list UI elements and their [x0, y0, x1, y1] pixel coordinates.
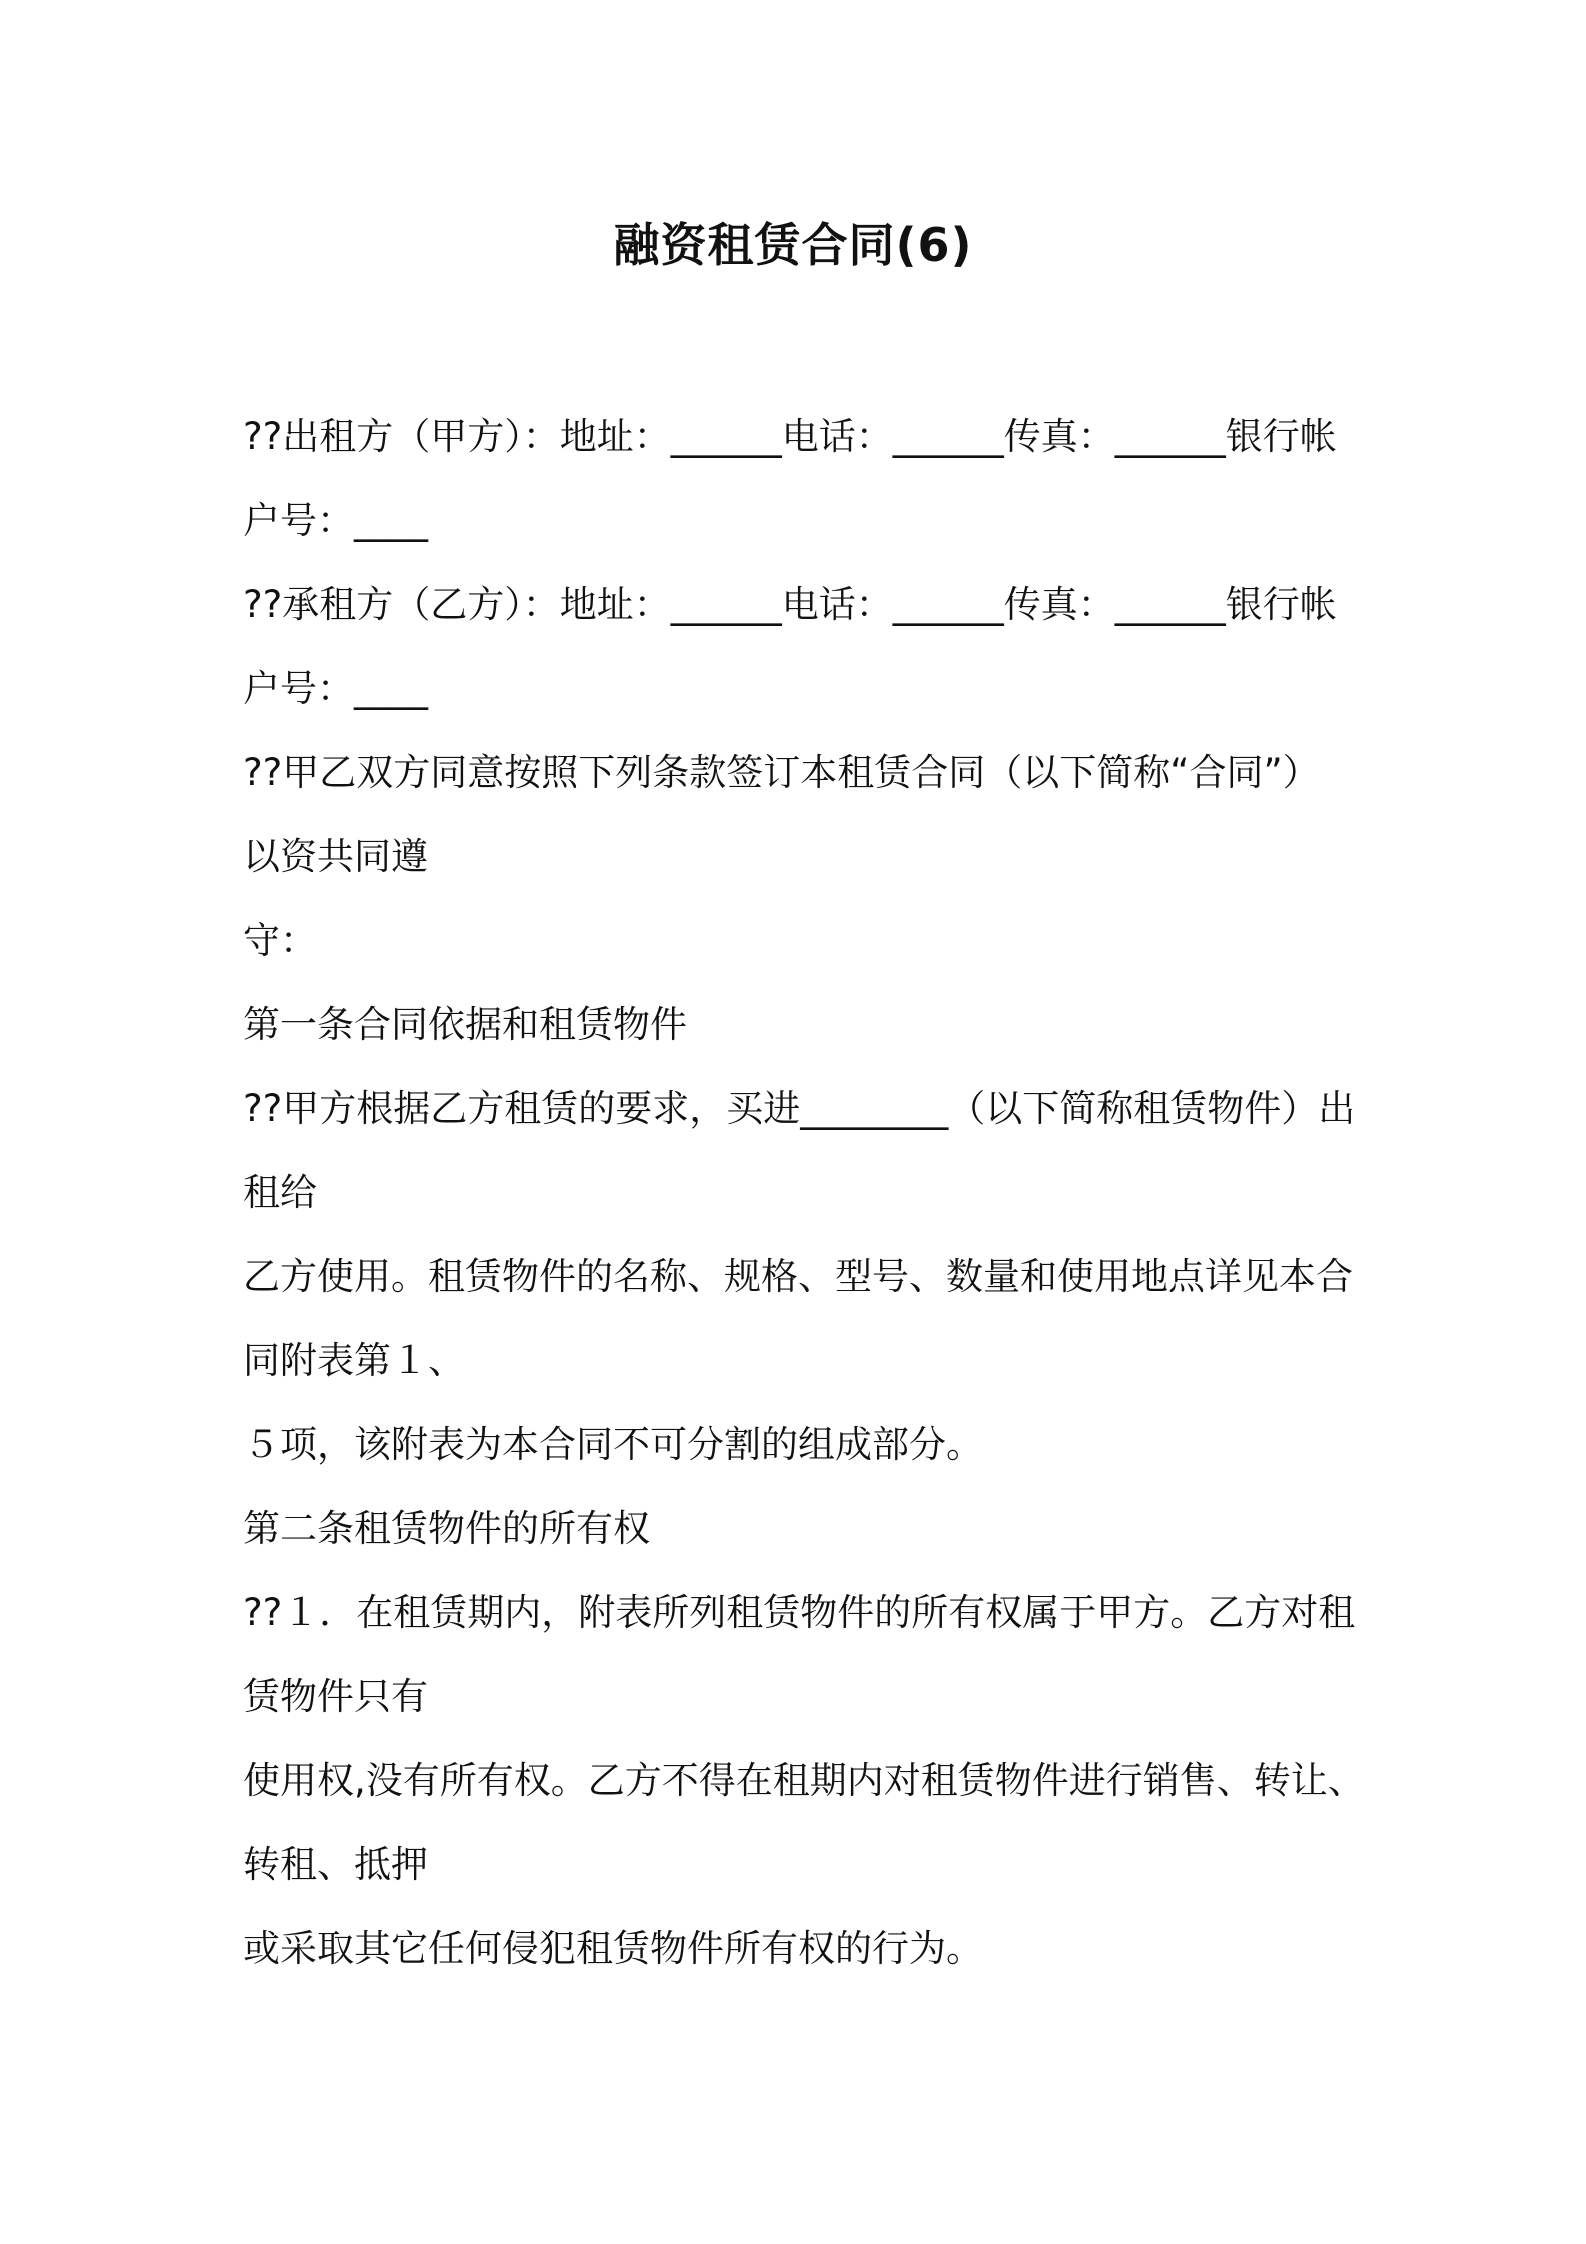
article-1-text-line: ??甲方根据乙方租赁的要求，买进________（以下简称租赁物件）出 [243, 1087, 1356, 1130]
party-b-account-line: 户号：____ [243, 667, 428, 710]
party-a-account-line: 户号：____ [243, 499, 428, 542]
preamble-line: ??甲乙双方同意按照下列条款签订本租赁合同（以下简称“合同”） [243, 751, 1320, 794]
document-body [243, 407, 1365, 2003]
article-1-text-line: 租给 [243, 1171, 317, 1214]
article-2-text-line: 或采取其它任何侵犯租赁物件所有权的行为。 [243, 1927, 983, 1970]
preamble-line: 以资共同遵 [243, 835, 428, 878]
article-2-text-line: 使用权,没有所有权。乙方不得在租期内对租赁物件进行销售、转让、 [243, 1759, 1365, 1802]
preamble-line: 守： [243, 919, 317, 962]
article-1-text-line: 乙方使用。租赁物件的名称、规格、型号、数量和使用地点详见本合 [243, 1255, 1353, 1298]
party-b-line: ??承租方（乙方）：地址：______电话：______传真：______银行帐 [243, 583, 1337, 626]
article-1-text-line: 同附表第１、 [243, 1339, 465, 1382]
article-1-text-line: ５项，该附表为本合同不可分割的组成部分。 [243, 1423, 983, 1466]
article-2-text-line: 赁物件只有 [243, 1675, 428, 1718]
page-title: 融资租赁合同(6) [613, 218, 973, 272]
article-2-text-line: 转租、抵押 [243, 1843, 428, 1886]
article-2-heading: 第二条租赁物件的所有权 [243, 1507, 650, 1550]
party-a-line: ??出租方（甲方）：地址：______电话：______传真：______银行帐 [243, 415, 1337, 458]
article-1-heading: 第一条合同依据和租赁物件 [243, 1003, 687, 1046]
article-2-text-line: ??１．在租赁期内，附表所列租赁物件的所有权属于甲方。乙方对租 [243, 1591, 1356, 1634]
